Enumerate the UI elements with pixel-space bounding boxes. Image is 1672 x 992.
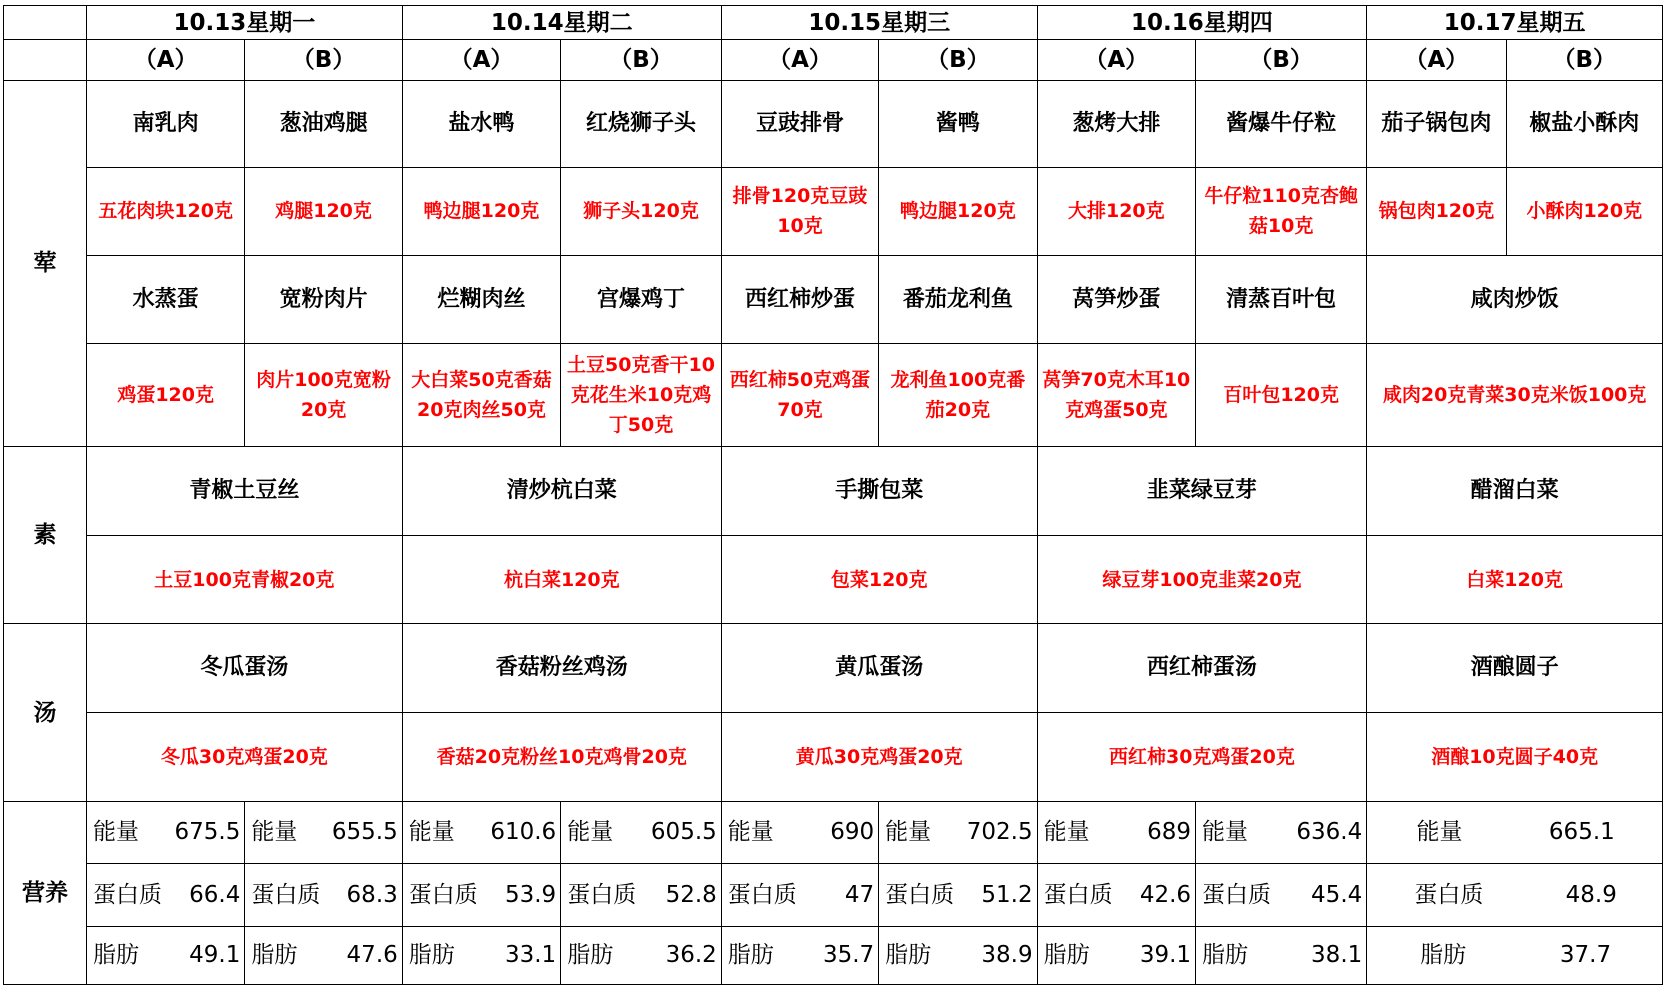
meat-dish-row-1 [4,80,1663,168]
nutrition-cell [721,801,878,863]
nutrition-value: 53.9 [504,881,557,908]
day-header: 10.13星期一 [86,6,402,40]
veg-dish-row [4,447,1663,536]
dish-cell: 醋溜白菜 [1367,447,1663,536]
nutrition-value: 49.1 [189,942,241,969]
nutrition-value: 37.7 [1559,942,1612,969]
option-a-header: （A） [1037,40,1195,80]
option-b-header: （B） [561,40,722,80]
category-nutrition: 营养 [4,801,87,984]
day-header: 10.17星期五 [1367,6,1663,40]
ingredient-cell: 绿豆芽100克韭菜20克 [1037,535,1367,624]
nutrition-value: 675.5 [174,819,241,846]
ingredient-cell: 五花肉块120克 [86,168,244,256]
nutrition-label: 能量 [1202,819,1249,846]
nutrition-cell [86,801,244,863]
option-b-header: （B） [245,40,402,80]
nutrition-cell [879,801,1037,863]
nutrition-label: 能量 [1043,819,1090,846]
dish-cell: 酱鸭 [879,80,1037,168]
nutrition-cell [1196,801,1367,863]
ingredient-cell: 莴笋70克木耳10克鸡蛋50克 [1037,344,1195,447]
option-a-header: （A） [402,40,560,80]
ingredient-cell: 土豆100克青椒20克 [86,535,402,624]
nutrition-label: 脂肪 [1420,942,1467,969]
energy-row [4,801,1663,863]
ingredient-cell: 大白菜50克香菇20克肉丝50克 [402,344,560,447]
nutrition-cell [245,926,402,985]
nutrition-cell [721,926,878,985]
dish-cell: 清炒杭白菜 [402,447,721,536]
nutrition-label: 脂肪 [885,942,932,969]
day-header: 10.15星期三 [721,6,1037,40]
nutrition-value: 42.6 [1139,881,1192,908]
nutrition-value: 636.4 [1296,819,1363,846]
dish-cell: 番茄龙利鱼 [879,255,1037,344]
ingredient-cell: 土豆50克香干10克花生米10克鸡丁50克 [561,344,722,447]
nutrition-label: 蛋白质 [408,881,478,908]
ingredient-cell: 牛仔粒110克杏鲍菇10克 [1196,168,1367,256]
nutrition-value: 47.6 [346,942,398,969]
nutrition-value: 690 [830,819,875,846]
nutrition-value: 702.5 [966,819,1033,846]
corner-cell [4,6,87,40]
option-row [4,40,1663,80]
dish-cell: 葱油鸡腿 [245,80,402,168]
ingredient-cell: 百叶包120克 [1196,344,1367,447]
dish-cell: 宫爆鸡丁 [561,255,722,344]
nutrition-value: 665.1 [1548,819,1615,846]
category-soup: 汤 [4,624,87,801]
ingredient-cell: 西红柿30克鸡蛋20克 [1037,713,1367,802]
nutrition-cell [1367,801,1663,863]
dish-cell: 南乳肉 [86,80,244,168]
nutrition-value: 68.3 [346,881,398,908]
day-header: 10.14星期二 [402,6,721,40]
nutrition-value: 47 [844,881,875,908]
dish-cell: 黄瓜蛋汤 [721,624,1037,713]
ingredient-cell: 肉片100克宽粉20克 [245,344,402,447]
corner-cell [4,40,87,80]
nutrition-value: 33.1 [504,942,557,969]
nutrition-label: 脂肪 [92,942,139,969]
nutrition-label: 蛋白质 [1043,881,1113,908]
dish-cell: 椒盐小酥肉 [1506,80,1662,168]
ingredient-cell: 龙利鱼100克番茄20克 [879,344,1037,447]
dish-cell: 盐水鸭 [402,80,560,168]
ingredient-cell: 鸭边腿120克 [879,168,1037,256]
ingredient-cell: 酒酿10克圆子40克 [1367,713,1663,802]
fat-row [4,926,1663,985]
ingredient-cell: 排骨120克豆豉10克 [721,168,878,256]
nutrition-label: 脂肪 [1043,942,1090,969]
dish-cell: 香菇粉丝鸡汤 [402,624,721,713]
dish-cell: 酱爆牛仔粒 [1196,80,1367,168]
nutrition-cell [561,926,722,985]
option-a-header: （A） [86,40,244,80]
dish-cell: 莴笋炒蛋 [1037,255,1195,344]
nutrition-label: 脂肪 [251,942,298,969]
ingredient-cell: 西红柿50克鸡蛋70克 [721,344,878,447]
ingredient-cell: 香菇20克粉丝10克鸡骨20克 [402,713,721,802]
nutrition-label: 蛋白质 [1414,881,1484,908]
nutrition-label: 蛋白质 [885,881,955,908]
dish-cell: 酒酿圆子 [1367,624,1663,713]
nutrition-cell [1037,801,1195,863]
nutrition-value: 35.7 [822,942,875,969]
nutrition-cell [1196,864,1367,926]
nutrition-label: 脂肪 [1202,942,1249,969]
nutrition-cell [402,864,560,926]
nutrition-cell [1367,926,1663,985]
nutrition-label: 脂肪 [408,942,455,969]
nutrition-cell [561,864,722,926]
dish-cell: 青椒土豆丝 [86,447,402,536]
soup-ingredient-row [4,713,1663,802]
nutrition-value: 48.9 [1565,881,1617,908]
dish-cell: 红烧狮子头 [561,80,722,168]
nutrition-cell [86,864,244,926]
nutrition-label: 蛋白质 [567,881,637,908]
dish-cell: 手撕包菜 [721,447,1037,536]
nutrition-label: 能量 [567,819,614,846]
dish-cell: 烂糊肉丝 [402,255,560,344]
soup-dish-row [4,624,1663,713]
meat-ingredient-row-1 [4,168,1663,256]
category-meat: 荤 [4,80,87,447]
dish-cell: 豆豉排骨 [721,80,878,168]
nutrition-cell [402,926,560,985]
ingredient-cell: 咸肉20克青菜30克米饭100克 [1367,344,1663,447]
nutrition-label: 蛋白质 [92,881,162,908]
ingredient-cell: 鸡蛋120克 [86,344,244,447]
nutrition-value: 689 [1147,819,1192,846]
nutrition-label: 能量 [1416,819,1463,846]
nutrition-value: 39.1 [1139,942,1192,969]
veg-ingredient-row [4,535,1663,624]
nutrition-label: 能量 [251,819,298,846]
option-a-header: （A） [1367,40,1506,80]
nutrition-label: 脂肪 [727,942,774,969]
nutrition-label: 蛋白质 [251,881,321,908]
nutrition-label: 蛋白质 [1202,881,1272,908]
option-b-header: （B） [879,40,1037,80]
dish-cell: 茄子锅包肉 [1367,80,1506,168]
ingredient-cell: 包菜120克 [721,535,1037,624]
day-header: 10.16星期四 [1037,6,1367,40]
nutrition-cell [879,864,1037,926]
ingredient-cell: 锅包肉120克 [1367,168,1506,256]
ingredient-cell: 杭白菜120克 [402,535,721,624]
option-b-header: （B） [1196,40,1367,80]
meat-ingredient-row-2 [4,344,1663,447]
ingredient-cell: 鸭边腿120克 [402,168,560,256]
nutrition-label: 能量 [885,819,932,846]
nutrition-value: 66.4 [189,881,241,908]
dish-cell: 清蒸百叶包 [1196,255,1367,344]
nutrition-label: 蛋白质 [727,881,797,908]
nutrition-value: 45.4 [1311,881,1363,908]
nutrition-value: 655.5 [331,819,398,846]
nutrition-value: 38.9 [981,942,1033,969]
nutrition-value: 610.6 [490,819,557,846]
weekly-menu-table [3,5,1663,985]
nutrition-cell [561,801,722,863]
option-a-header: （A） [721,40,878,80]
nutrition-value: 36.2 [665,942,717,969]
nutrition-cell [1037,926,1195,985]
nutrition-cell [245,801,402,863]
ingredient-cell: 大排120克 [1037,168,1195,256]
nutrition-value: 605.5 [650,819,717,846]
protein-row [4,864,1663,926]
dish-cell: 韭菜绿豆芽 [1037,447,1367,536]
nutrition-label: 能量 [727,819,774,846]
dish-cell: 水蒸蛋 [86,255,244,344]
nutrition-label: 能量 [408,819,455,846]
dish-cell: 西红柿炒蛋 [721,255,878,344]
nutrition-cell [86,926,244,985]
dish-cell: 西红柿蛋汤 [1037,624,1367,713]
nutrition-cell [1196,926,1367,985]
ingredient-cell: 狮子头120克 [561,168,722,256]
nutrition-cell [245,864,402,926]
option-b-header: （B） [1506,40,1662,80]
nutrition-value: 51.2 [981,881,1033,908]
nutrition-cell [879,926,1037,985]
nutrition-value: 38.1 [1311,942,1363,969]
menu-sheet [3,5,1663,985]
dish-cell: 冬瓜蛋汤 [86,624,402,713]
ingredient-cell: 鸡腿120克 [245,168,402,256]
ingredient-cell: 黄瓜30克鸡蛋20克 [721,713,1037,802]
date-row [4,6,1663,40]
ingredient-cell: 冬瓜30克鸡蛋20克 [86,713,402,802]
dish-cell: 宽粉肉片 [245,255,402,344]
dish-cell: 葱烤大排 [1037,80,1195,168]
nutrition-value: 52.8 [665,881,717,908]
nutrition-cell [402,801,560,863]
ingredient-cell: 小酥肉120克 [1506,168,1662,256]
nutrition-cell [1037,864,1195,926]
nutrition-cell [1367,864,1663,926]
nutrition-label: 能量 [92,819,139,846]
nutrition-label: 脂肪 [567,942,614,969]
category-veg: 素 [4,447,87,624]
dish-cell: 咸肉炒饭 [1367,255,1663,344]
nutrition-cell [721,864,878,926]
meat-dish-row-2 [4,255,1663,344]
ingredient-cell: 白菜120克 [1367,535,1663,624]
